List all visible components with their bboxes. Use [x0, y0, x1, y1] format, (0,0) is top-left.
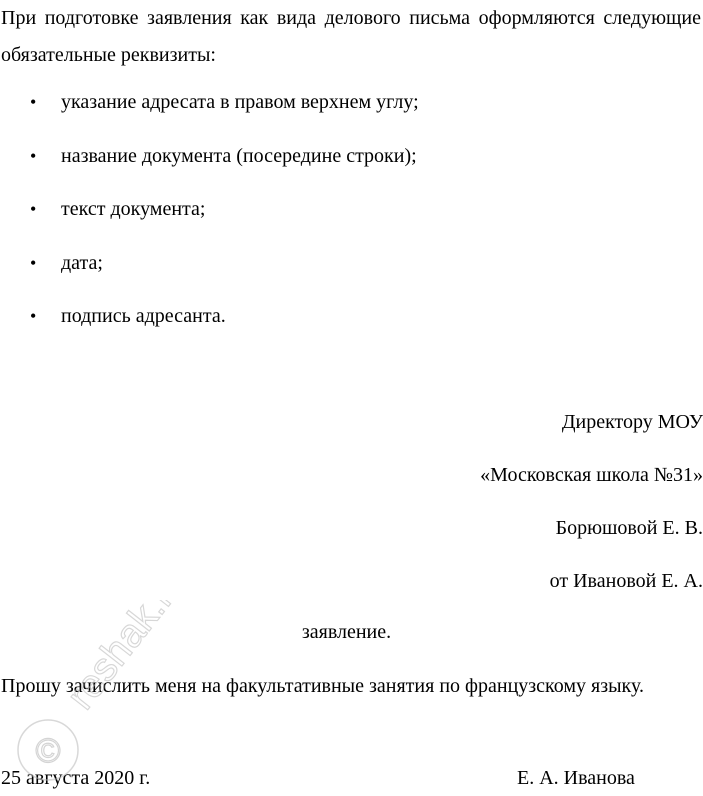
watermark-text: reshak.ru — [58, 600, 196, 718]
bullet-icon: • — [30, 306, 37, 326]
document-title — [0, 616, 703, 648]
addressee-block — [303, 402, 703, 614]
addressee-line-name: Борюшовой Е. В. — [555, 517, 703, 539]
requisites-list — [0, 82, 419, 350]
list-item-text: подпись адресанта. — [61, 305, 226, 327]
application-text: Прошу зачислить меня на факультативные занятия по французскому языку. — [1, 675, 644, 697]
bullet-icon: • — [30, 252, 37, 273]
list-item-text: текст документа; — [61, 198, 206, 220]
bullet-icon: • — [30, 145, 37, 166]
watermark-copyright-icon: © — [35, 732, 61, 770]
list-item — [0, 243, 419, 297]
list-item-text: указание адресата в правом верхнем углу; — [61, 91, 419, 113]
list-item — [0, 82, 419, 136]
list-item-text: дата; — [61, 251, 103, 274]
addressee-line-school: «Московская школа №31» — [480, 464, 703, 486]
signature: Е. А. Иванова — [517, 767, 635, 789]
list-item — [0, 296, 419, 350]
addressee-line-sender: от Ивановой Е. А. — [549, 570, 703, 592]
document-title-text: заявление. — [301, 621, 392, 643]
document-date: 25 августа 2020 г. — [1, 767, 151, 789]
bullet-icon: • — [30, 92, 37, 112]
bullet-icon: • — [30, 199, 37, 219]
list-item — [0, 189, 419, 243]
addressee-line-position: Директору МОУ — [561, 411, 703, 433]
list-item — [0, 136, 419, 190]
list-item-text: название документа (посередине строки); — [61, 144, 417, 167]
intro-paragraph: При подготовке заявления как вида делового письма оформляются следующие обязательные реквизиты: — [1, 7, 701, 66]
